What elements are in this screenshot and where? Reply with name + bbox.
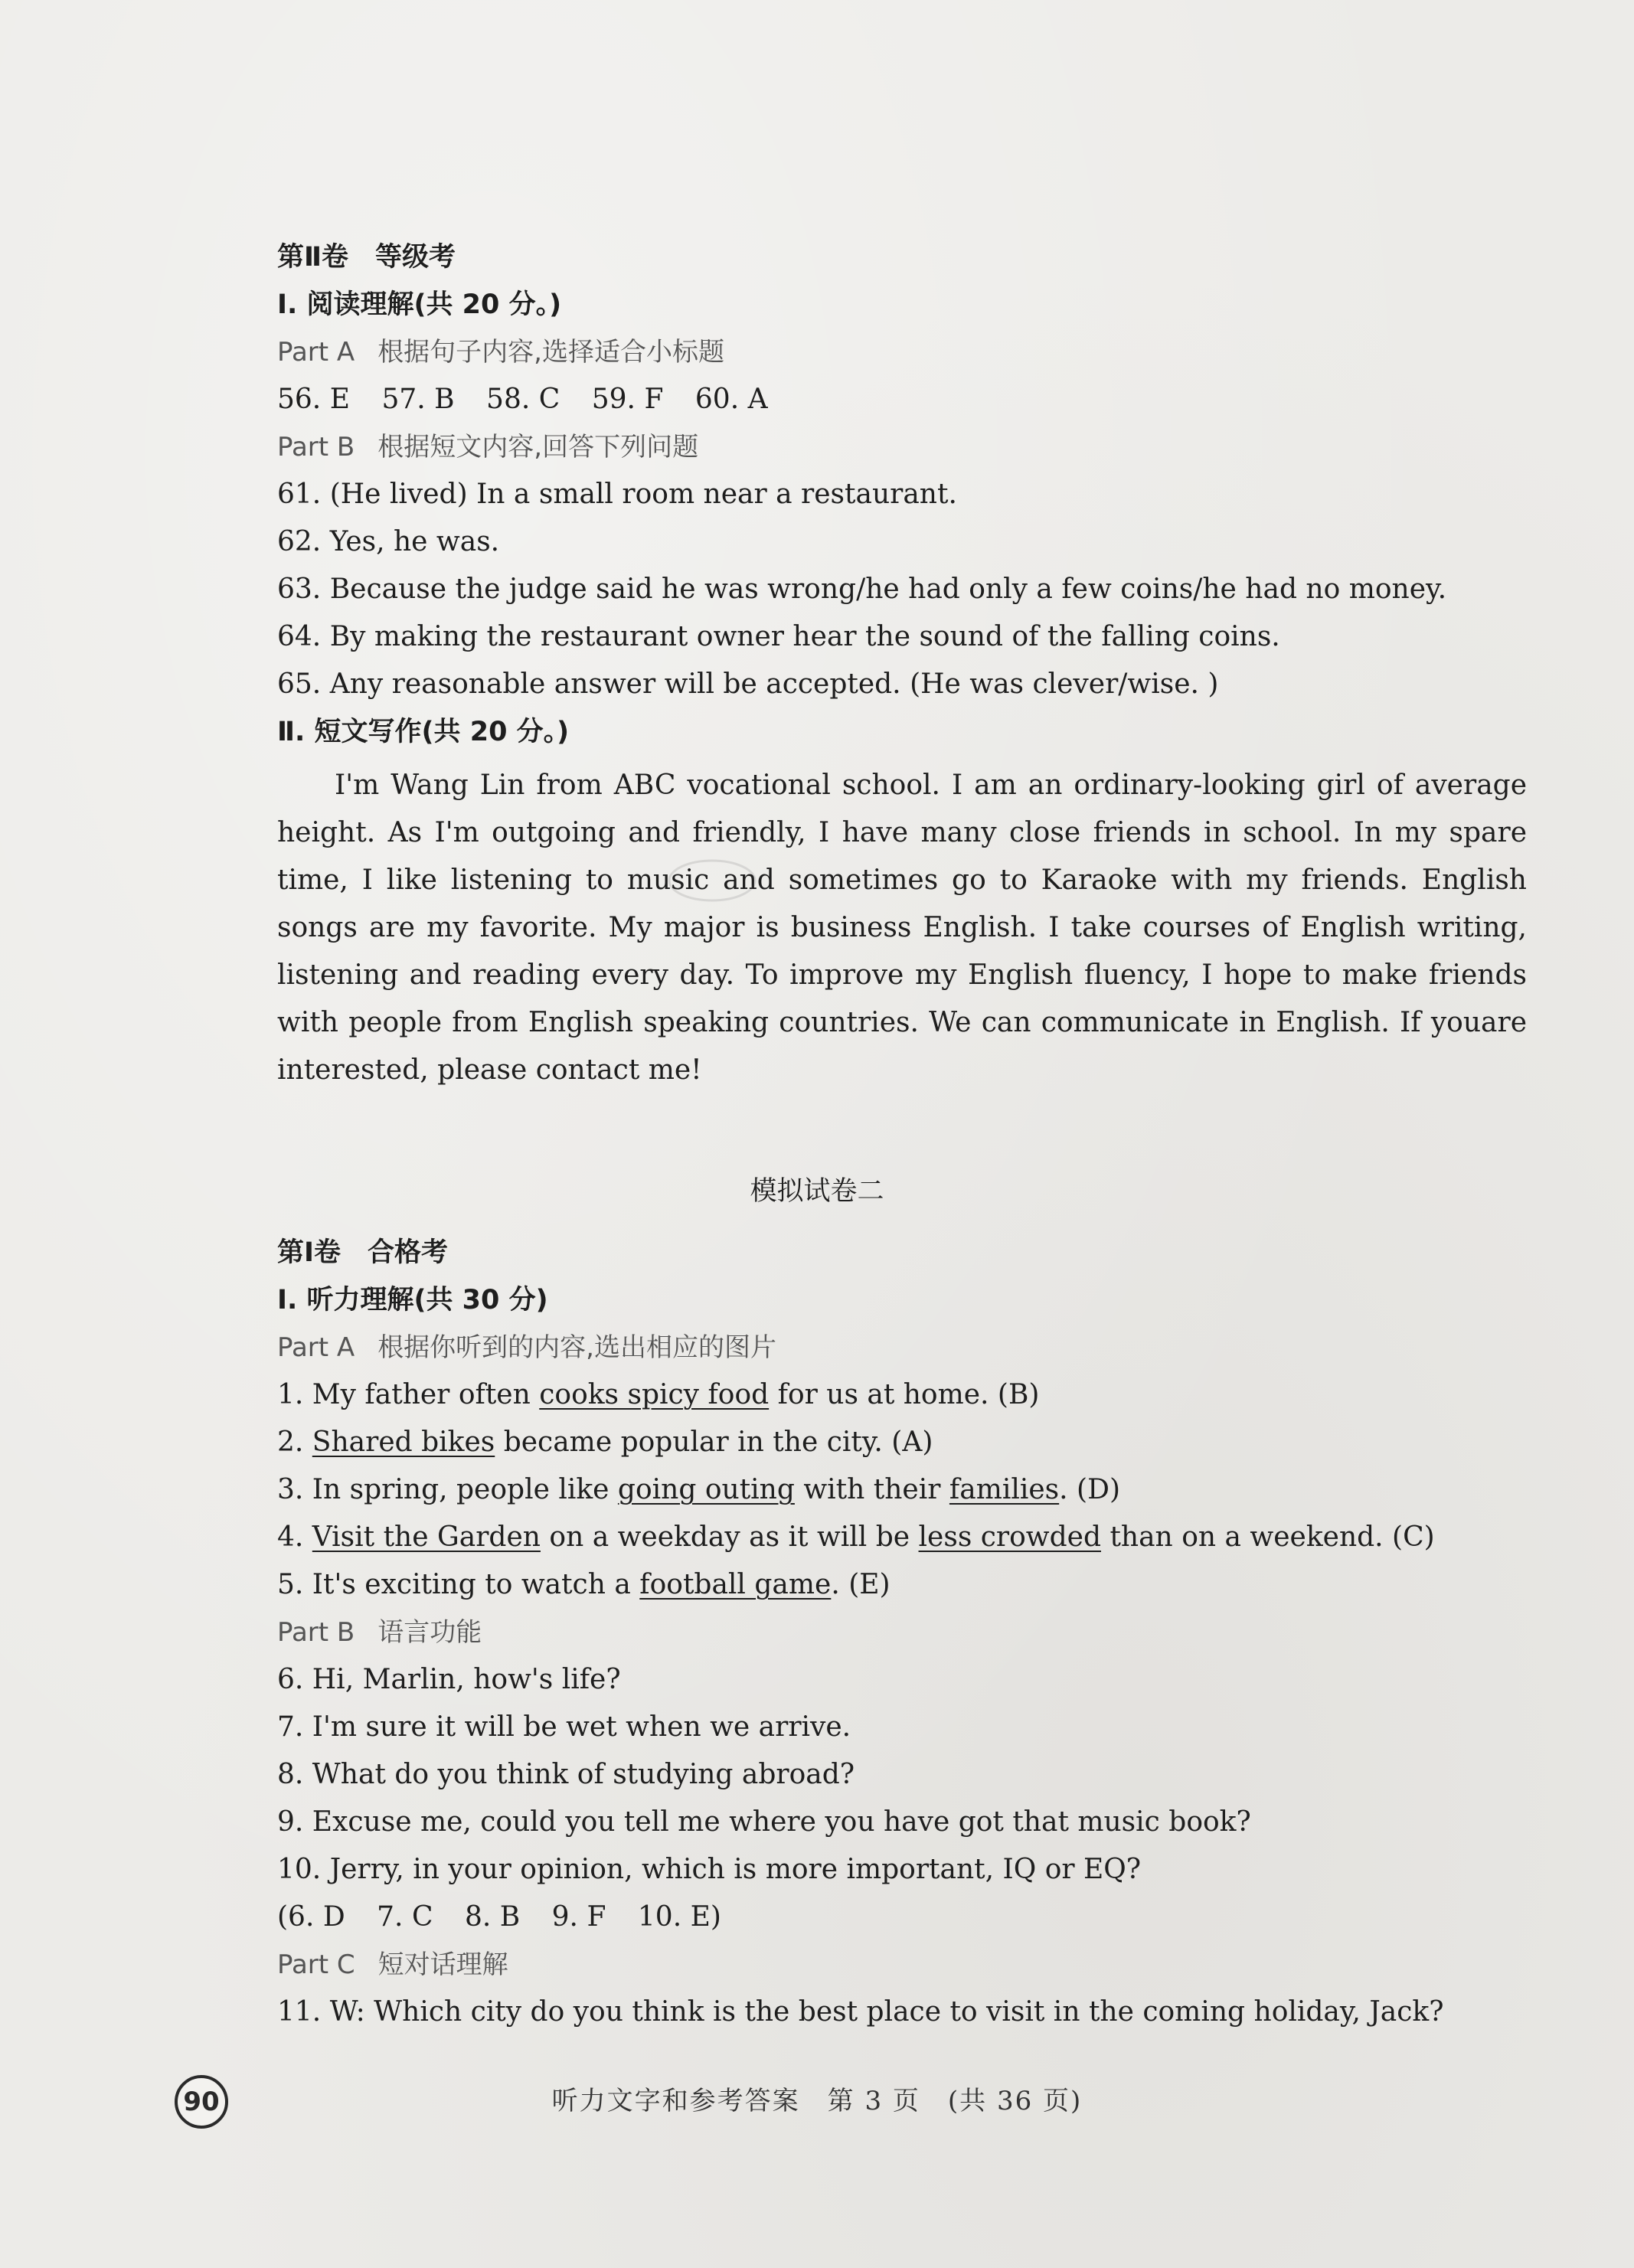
dialogue-line: 10. Jerry, in your opinion, which is more important, IQ or EQ? [277, 1854, 1142, 1885]
part-label: Part B [277, 1617, 355, 1648]
part-label: Part C [277, 1949, 355, 1980]
listening-item: 4. Visit the Garden on a weekday as it will be less crowded than on a weekend. (C) [277, 1521, 1435, 1553]
answer-item: (6. D [277, 1901, 345, 1933]
part-label: Part B [277, 432, 355, 462]
answer-item: 8. B [464, 1901, 521, 1933]
answer-line: 62. Yes, he was. [277, 526, 500, 557]
part-instruction: 根据句子内容,选择适合小标题 [377, 337, 724, 368]
answer-line: 61. (He lived) In a small room near a restaurant. [277, 479, 957, 510]
writing-title: Ⅱ. 短文写作(共 20 分。) [277, 717, 570, 747]
part-instruction: 短对话理解 [377, 1949, 508, 1980]
answer-line: 65. Any reasonable answer will be accepted. (He was clever/wise. ) [277, 668, 1219, 700]
answer-item: 58. C [486, 384, 560, 415]
part-instruction: 根据你听到的内容,选出相应的图片 [377, 1332, 776, 1363]
section1-header: 第Ⅰ卷 合格考 [277, 1237, 449, 1268]
listening-part-a [277, 1328, 1527, 1368]
answer-item: 10. E) [637, 1901, 721, 1933]
section2-header: 第Ⅱ卷 等级考 [277, 242, 456, 273]
answer-item: 59. F [591, 384, 664, 415]
answer-line: 63. Because the judge said he was wrong/he had only a few coins/he had no money. [277, 574, 1447, 605]
reading-part-a [277, 332, 1527, 372]
answer-item: 7. C [377, 1901, 433, 1933]
answer-item: 57. B [381, 384, 455, 415]
mock-paper-title: 模拟试卷二 [750, 1176, 884, 1207]
page-footer: 听力文字和参考答案 第 3 页 (共 36 页) [551, 2086, 1083, 2116]
listening-item: 5. It's exciting to watch a football game. (E) [277, 1569, 891, 1600]
answer-item: 9. F [551, 1901, 606, 1933]
listening-item: 2. Shared bikes became popular in the city. (A) [277, 1426, 933, 1458]
dialogue-line: 9. Excuse me, could you tell me where you have got that music book? [277, 1806, 1251, 1838]
part-instruction: 语言功能 [377, 1617, 482, 1648]
listening-item: 1. My father often cooks spicy food for us at home. (B) [277, 1379, 1040, 1410]
part-label: Part A [277, 1332, 355, 1363]
reading-part-b [277, 427, 1527, 467]
answer-item: 56. E [277, 384, 350, 415]
answer-item: 60. A [694, 384, 768, 415]
dialogue-line: 6. Hi, Marlin, how's life? [277, 1664, 621, 1695]
dialogue-line: 7. I'm sure it will be wet when we arrive. [277, 1711, 851, 1743]
listening-part-c [277, 1945, 1527, 1985]
part-label: Part A [277, 337, 355, 368]
essay-paragraph: I'm Wang Lin from ABC vocational school. I am an ordinary-looking girl of average height. As I'm outgoing and friendly, I have many close friends in school. In my spare time, I like listening to music and sometimes go to Karaoke with my friends. English songs are my favorite. My major is business English. I take courses of English writing, listening and reading every day. To improve my English fluency, I hope to make friends with people from English speaking countries. We can communicate in English. If youare interested, please contact me! [277, 770, 1527, 1086]
answer-line: 64. By making the restaurant owner hear the sound of the falling coins. [277, 621, 1280, 652]
page-number-badge: 90 [175, 2075, 228, 2129]
dialogue-line: 8. What do you think of studying abroad? [277, 1759, 855, 1790]
watermark-stamp-icon [666, 858, 758, 904]
listening-item: 3. In spring, people like going outing with their families. (D) [277, 1474, 1120, 1505]
listening-part-b [277, 1613, 1527, 1652]
listening-title: Ⅰ. 听力理解(共 30 分) [277, 1285, 548, 1315]
part-instruction: 根据短文内容,回答下列问题 [377, 432, 699, 462]
part-b-answers [277, 1897, 1527, 1937]
dialogue-line: 11. W: Which city do you think is the best place to visit in the coming holiday, Jack? [277, 1996, 1444, 2028]
part-a-answers [277, 380, 1527, 420]
reading-title: Ⅰ. 阅读理解(共 20 分。) [277, 289, 562, 320]
